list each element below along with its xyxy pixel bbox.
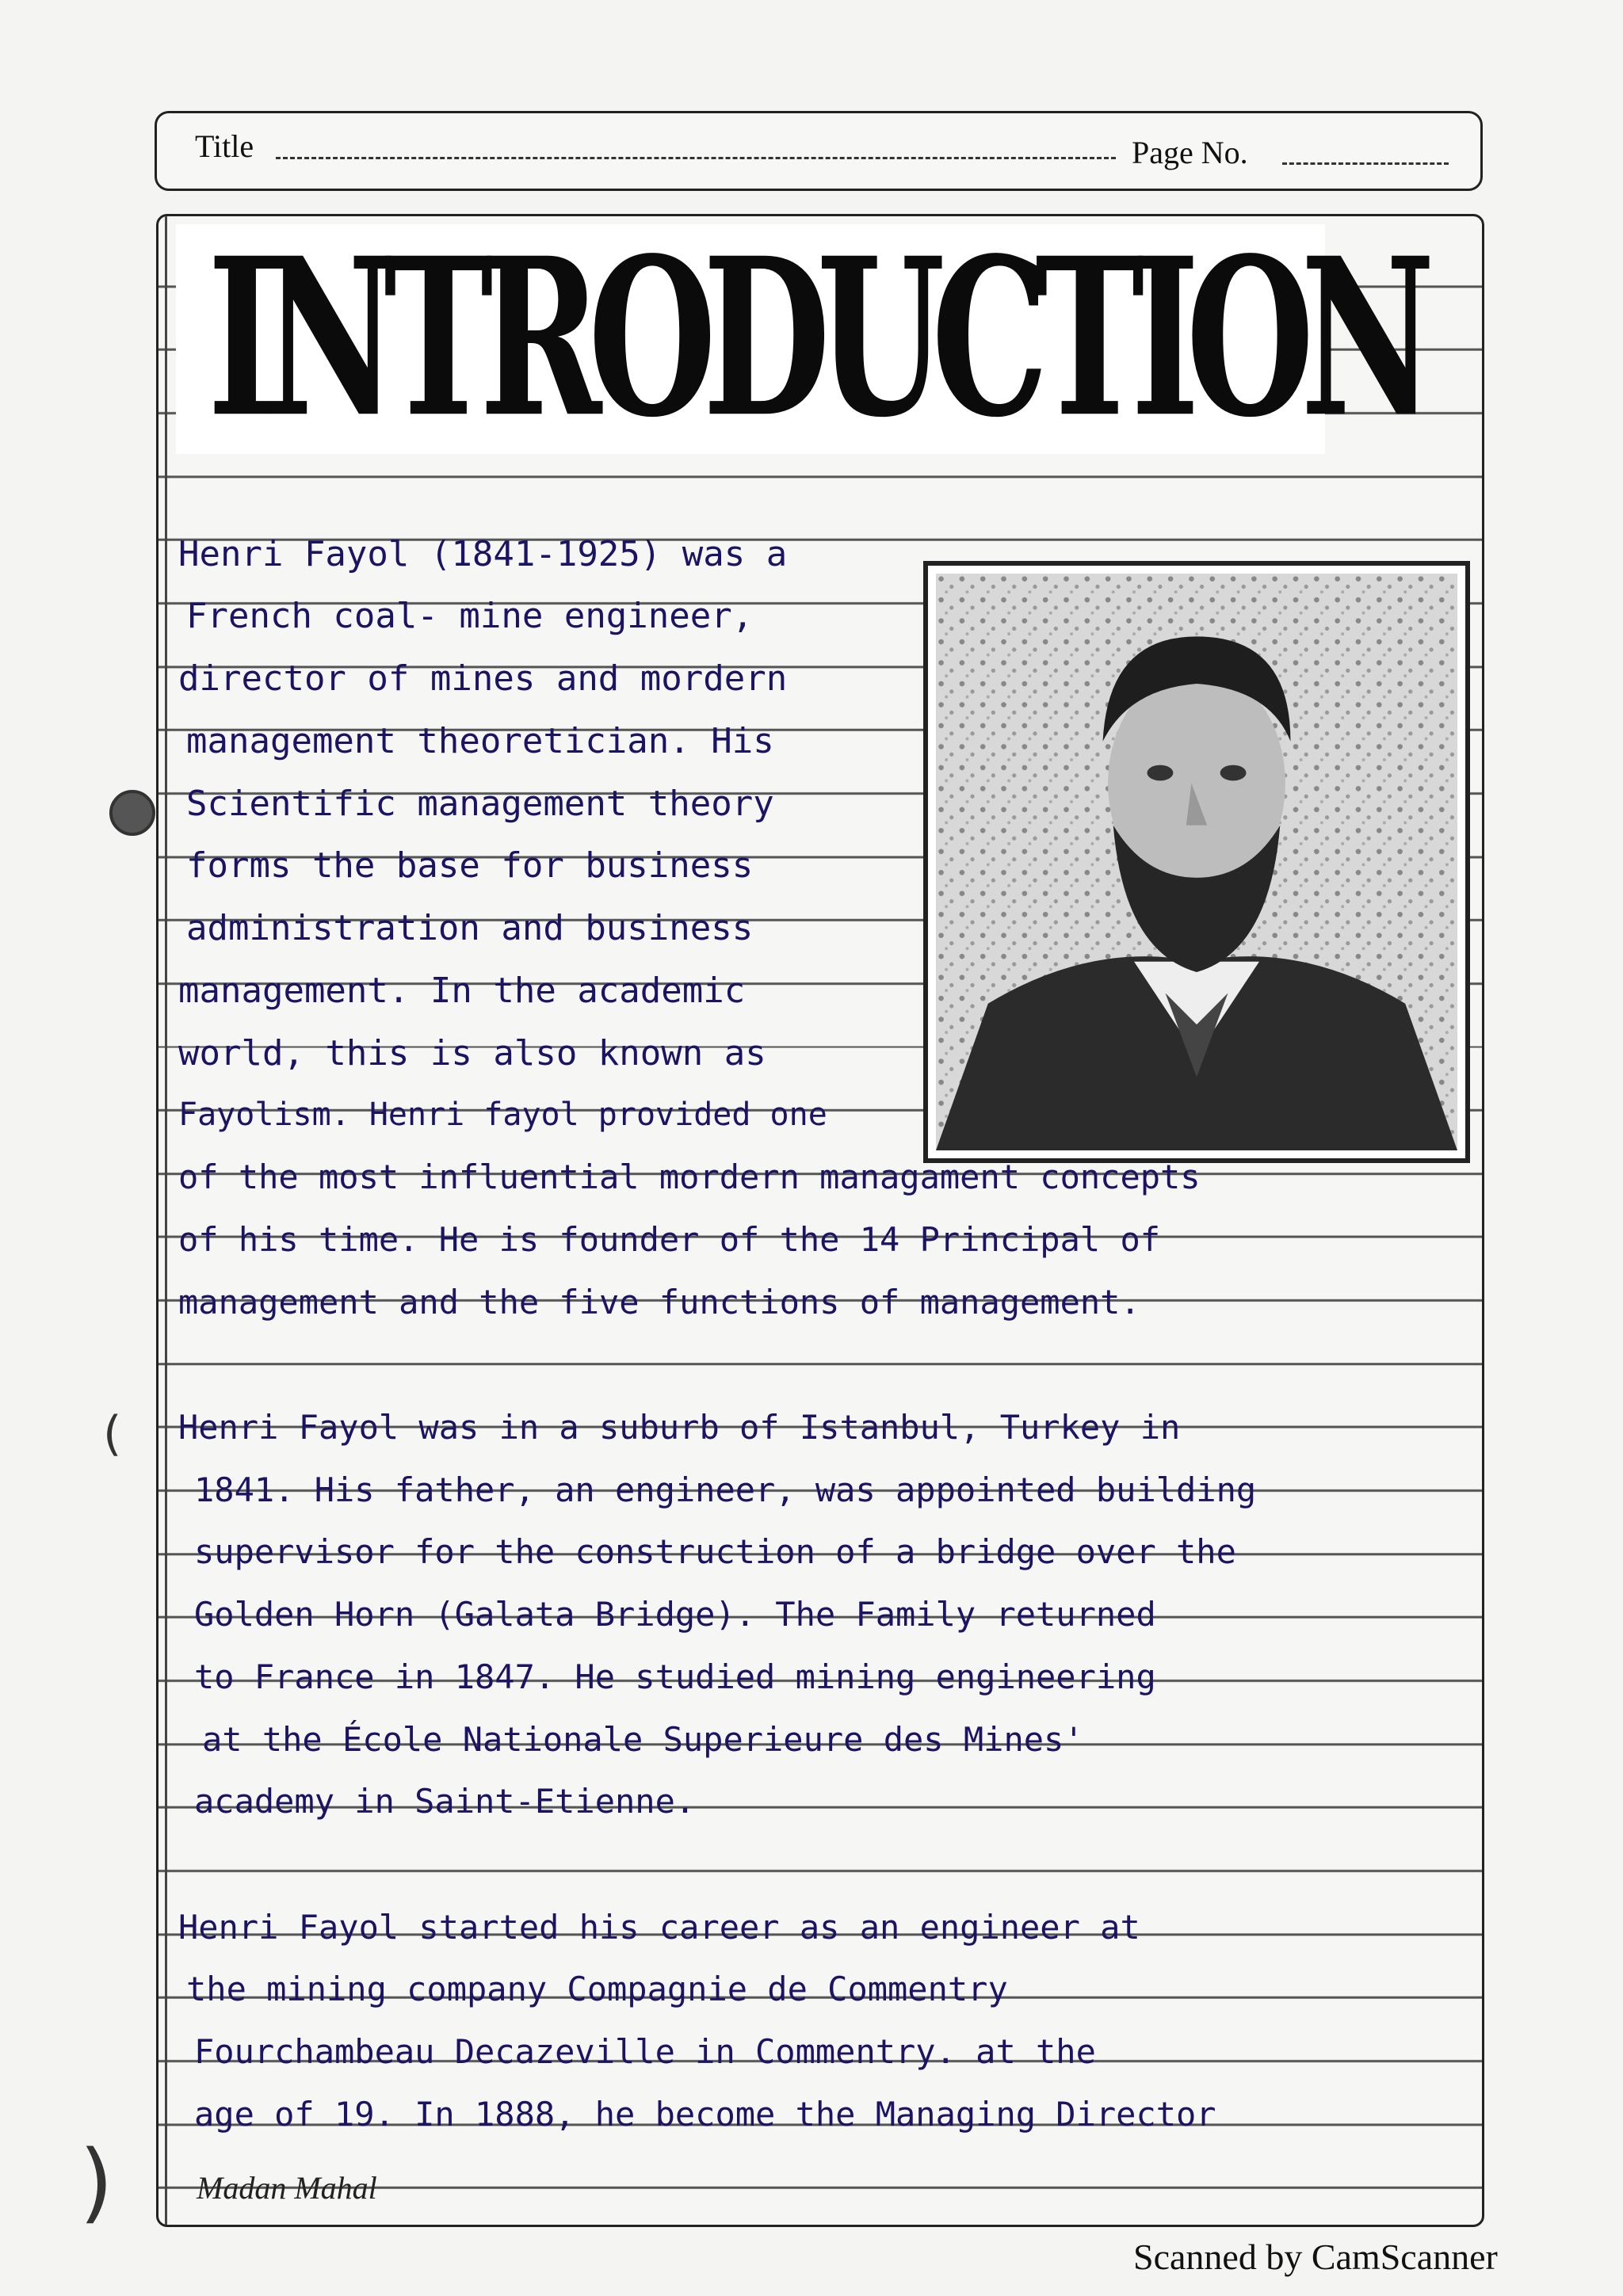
notebook-page: [156, 214, 1484, 2227]
footer-signature: Madan Mahal: [197, 2170, 377, 2206]
title-dotted-line: [276, 157, 1116, 159]
paragraph-1-line-8: management. In the academic: [178, 971, 746, 1011]
paragraph-1-line-12: of his time. He is founder of the 14 Principal of: [178, 1220, 1161, 1259]
punch-hole: [109, 790, 155, 836]
header-box: [155, 111, 1483, 191]
paragraph-2-line-5: to France in 1847. He studied mining engineering: [194, 1657, 1156, 1696]
paragraph-1-line-5: Scientific management theory: [186, 784, 774, 824]
paragraph-2-line-2: 1841. His father, an engineer, was appointed building: [194, 1470, 1257, 1509]
portrait-photo: [923, 561, 1470, 1163]
paragraph-1-line-4: management theoretician. His: [186, 721, 774, 761]
paragraph-2-line-1: Henri Fayol was in a suburb of Istanbul, Turkey in: [178, 1408, 1181, 1447]
paragraph-1-line-3: director of mines and mordern: [178, 658, 788, 699]
paragraph-1-line-1: Henri Fayol (1841-1925) was a: [178, 534, 788, 574]
intro-heading: INTRODUCTION: [208, 214, 1422, 466]
paragraph-2-line-4: Golden Horn (Galata Bridge). The Family returned: [194, 1595, 1156, 1634]
paragraph-3-line-1: Henri Fayol started his career as an engineer at: [178, 1908, 1140, 1947]
paragraph-2-line-6: at the École Nationale Superieure des Mines': [202, 1720, 1084, 1759]
scanned-by-watermark: Scanned by CamScanner: [1133, 2237, 1498, 2277]
paragraph-3-line-3: Fourchambeau Decazeville in Commentry. at the: [194, 2032, 1096, 2071]
paragraph-3-line-4: age of 19. In 1888, he become the Managing Director: [194, 2095, 1216, 2134]
paragraph-1-line-13: management and the five functions of management.: [178, 1283, 1140, 1322]
paragraph-2-line-7: academy in Saint-Etienne.: [194, 1782, 696, 1821]
page-no-label: Page No.: [1132, 135, 1248, 170]
margin-line: [165, 216, 167, 2225]
margin-bracket-mark: (: [103, 1406, 122, 1462]
paragraph-1-line-11: of the most influential mordern managament concepts: [178, 1158, 1201, 1196]
title-label: Title: [195, 128, 254, 164]
paragraph-2-line-3: supervisor for the construction of a bridge over the: [194, 1532, 1236, 1571]
paragraph-1-line-2: French coal- mine engineer,: [186, 596, 754, 636]
paragraph-1-line-6: forms the base for business: [186, 845, 754, 886]
paragraph-1-line-10: Fayolism. Henri fayol provided one: [178, 1097, 827, 1133]
intro-banner: [176, 214, 1422, 466]
margin-arrow-mark: ): [79, 2131, 113, 2233]
page-no-dotted-line: [1282, 162, 1449, 165]
paragraph-1-line-7: administration and business: [186, 908, 754, 948]
paragraph-3-line-2: the mining company Compagnie de Commentry: [186, 1970, 1008, 2008]
paragraph-1-line-9: world, this is also known as: [178, 1033, 766, 1074]
portrait-image: [936, 574, 1457, 1150]
